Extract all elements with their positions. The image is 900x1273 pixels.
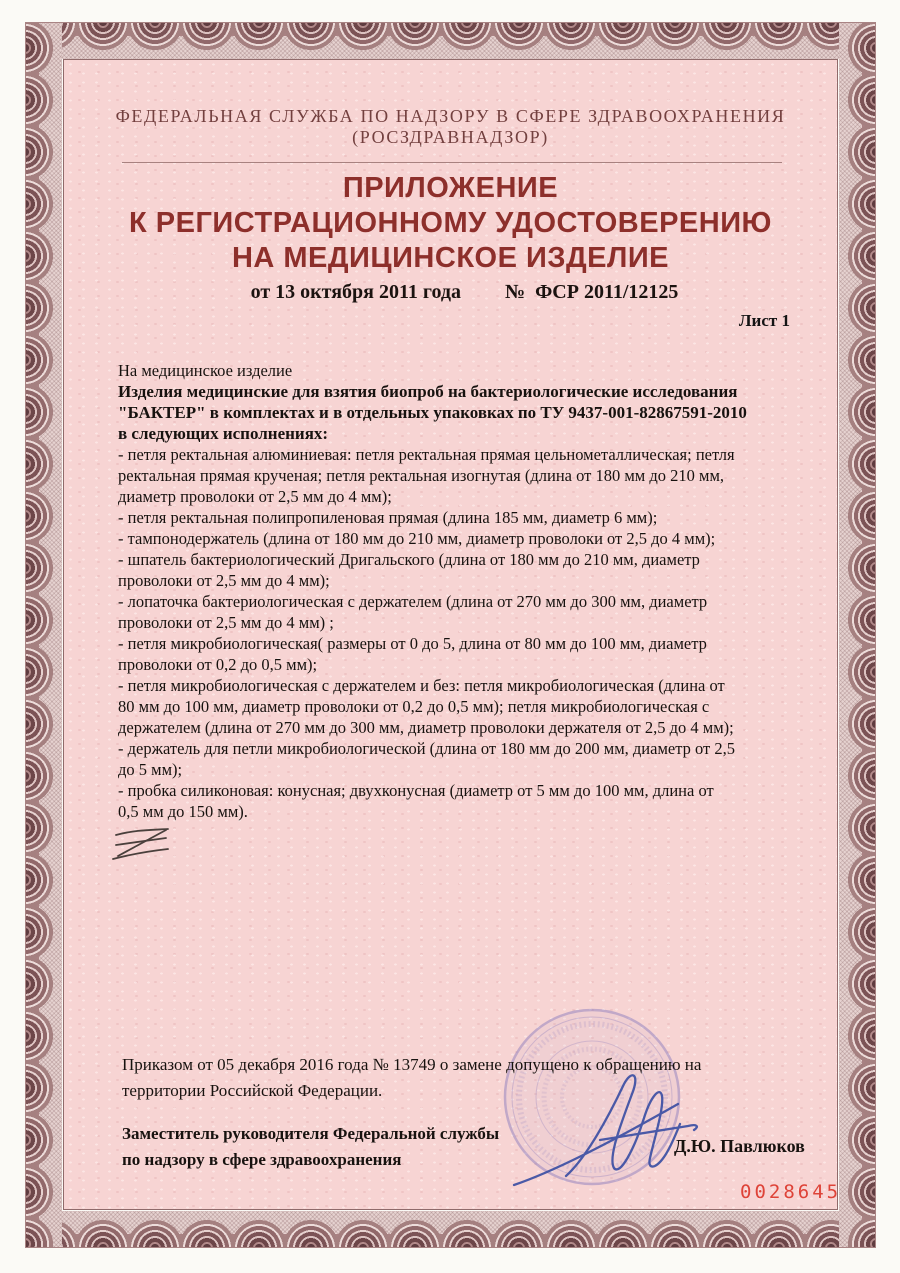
- description-line: - петля ректальная полипропиленовая прямая (длина 185 мм, диаметр 6 мм);: [118, 508, 658, 527]
- agency-line-2: (РОСЗДРАВНАДЗОР): [352, 127, 549, 147]
- document-title: [65, 171, 836, 276]
- signature-icon: [508, 1066, 743, 1196]
- description-line: 80 мм до 100 мм, диаметр проволоки от 0,2 до 0,5 мм); петля микробиологическая с: [118, 697, 710, 716]
- registration-date: от 13 октября 2011 года: [250, 281, 462, 303]
- description-line: проволоки от 2,5 мм до 4 мм) ;: [118, 613, 334, 632]
- sheet-number-label: Лист 1: [738, 311, 790, 330]
- description-line: - держатель для петли микробиологической (длина от 180 мм до 200 мм, диаметр от 2,5: [118, 739, 736, 758]
- handwritten-end-mark-icon: [110, 826, 174, 868]
- description-line: диаметр проволоки от 2,5 мм до 4 мм);: [118, 487, 392, 506]
- title-line-3: НА МЕДИЦИНСКОЕ ИЗДЕЛИЕ: [231, 242, 670, 274]
- registration-date-number-row: [79, 281, 850, 304]
- description-line: в следующих исполнениях:: [118, 424, 329, 443]
- order-line: Приказом от 05 декабря 2016 года № 13749 о замене допущено к обращению на: [122, 1055, 702, 1074]
- description-line: На медицинское изделие: [118, 361, 293, 380]
- header-divider-line: [122, 162, 782, 163]
- description-line: до 5 мм);: [118, 760, 183, 779]
- title-line-1: ПРИЛОЖЕНИЕ: [342, 172, 559, 204]
- guilloche-border-top: [25, 22, 876, 59]
- description-line: - шпатель бактериологический Дригальского (длина от 180 мм до 210 мм, диаметр: [118, 550, 700, 569]
- description-line: - петля микробиологическая( размеры от 0 до 5, длина от 80 мм до 100 мм, диаметр: [118, 634, 707, 653]
- description-line: ректальная прямая крученая; петля ректальная изогнутая (длина от 180 мм до 210 мм,: [118, 466, 725, 485]
- description-line: проволоки от 2,5 мм до 4 мм);: [118, 571, 330, 590]
- description-line: 0,5 мм до 150 мм).: [118, 802, 248, 821]
- serial-number: 0028645: [740, 1181, 842, 1203]
- description-line: Изделия медицинские для взятия биопроб на бактериологические исследования: [118, 382, 738, 401]
- description-line: - петля микробиологическая с держателем и без: петля микробиологическая (длина от: [118, 676, 725, 695]
- title-line-2: К РЕГИСТРАЦИОННОМУ УДОСТОВЕРЕНИЮ: [129, 207, 772, 239]
- device-description-block: [118, 360, 820, 822]
- order-line: территории Российской Федерации.: [122, 1081, 383, 1100]
- guilloche-border-bottom: [25, 1211, 876, 1248]
- signer-title-line: Заместитель руководителя Федеральной службы: [122, 1124, 500, 1143]
- agency-name: [65, 106, 836, 148]
- description-line: - петля ректальная алюминиевая: петля ректальная прямая цельнометаллическая; петля: [118, 445, 735, 464]
- guilloche-border-left: [25, 22, 62, 1248]
- description-line: - лопаточка бактериологическая с держателем (длина от 270 мм до 300 мм, диаметр: [118, 592, 708, 611]
- description-line: проволоки от 0,2 до 0,5 мм);: [118, 655, 318, 674]
- description-line: "БАКТЕР" в комплектах и в отдельных упаковках по ТУ 9437-001-82867591-2010: [118, 403, 747, 422]
- signer-name: Д.Ю. Павлюков: [674, 1136, 805, 1156]
- guilloche-border-right: [839, 22, 876, 1248]
- description-line: держателем (длина от 270 мм до 300 мм, диаметр проволоки держателя от 2,5 до 4 мм);: [118, 718, 734, 737]
- description-line: - тампонодержатель (длина от 180 мм до 210 мм, диаметр проволоки от 2,5 до 4 мм);: [118, 529, 716, 548]
- signer-title: [122, 1121, 499, 1173]
- agency-line-1: ФЕДЕРАЛЬНАЯ СЛУЖБА ПО НАДЗОРУ В СФЕРЕ ЗДРАВООХРАНЕНИЯ: [115, 106, 786, 126]
- registration-number: № ФСР 2011/12125: [505, 281, 679, 303]
- description-line: - пробка силиконовая: конусная; двухконусная (диаметр от 5 мм до 100 мм, длина от: [118, 781, 714, 800]
- signer-title-line: по надзору в сфере здравоохранения: [122, 1150, 402, 1169]
